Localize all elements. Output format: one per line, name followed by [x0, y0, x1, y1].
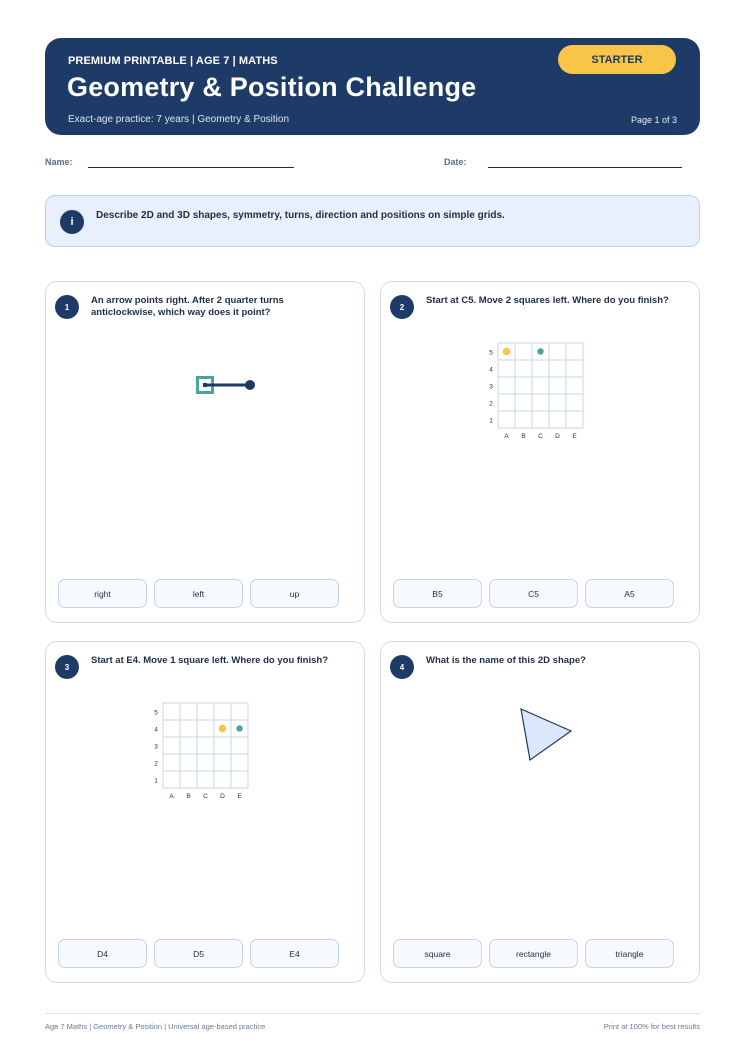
page-number: Page 1 of 3	[630, 115, 677, 125]
grid-start-dot	[537, 348, 543, 354]
footer-left: Age 7 Maths | Geometry & Position | Universal age-based practice	[45, 1022, 266, 1031]
question-visual	[46, 642, 364, 932]
grid-cell	[566, 343, 583, 360]
grid-cell	[549, 377, 566, 394]
grid-row-label: 2	[154, 760, 158, 768]
level-badge: STARTER	[558, 45, 676, 74]
grid-cell	[214, 771, 231, 788]
grid-cell	[180, 720, 197, 737]
grid-row-label: 5	[489, 349, 493, 357]
grid-cell	[549, 394, 566, 411]
grid-cell	[180, 771, 197, 788]
grid-cell	[197, 754, 214, 771]
info-banner	[45, 195, 700, 247]
grid-cell	[532, 394, 549, 411]
grid-cell	[214, 754, 231, 771]
grid-col-label: A	[504, 433, 509, 440]
grid-cell	[515, 343, 532, 360]
question-visual	[381, 642, 699, 932]
grid-cell	[566, 394, 583, 411]
question-card-3	[45, 641, 365, 983]
grid-cell	[515, 411, 532, 428]
grid-row-label: 3	[154, 743, 158, 751]
grid-cell	[197, 703, 214, 720]
grid-marker-dot	[503, 348, 511, 356]
grid-col-label: C	[203, 793, 208, 800]
answer-option-1[interactable]: B5	[393, 579, 482, 608]
grid-cell	[498, 411, 515, 428]
question-number: 4	[390, 655, 414, 679]
question-text: Start at E4. Move 1 square left. Where do you finish?	[91, 655, 329, 666]
grid-cell	[549, 343, 566, 360]
grid-row-label: 4	[489, 366, 493, 374]
grid-cell	[566, 377, 583, 394]
answer-option-3[interactable]: A5	[585, 579, 674, 608]
answer-option-2[interactable]: left	[154, 579, 243, 608]
grid-row-label: 3	[489, 383, 493, 391]
grid-cell	[231, 754, 248, 771]
info-icon: i	[60, 210, 84, 234]
answer-option-2[interactable]: C5	[489, 579, 578, 608]
grid-cell	[515, 377, 532, 394]
grid-cell	[231, 771, 248, 788]
question-text: An arrow points right. After 2 quarter turns anticlockwise, which way does it point?	[91, 295, 284, 318]
answer-option-1[interactable]: D4	[58, 939, 147, 968]
question-visual	[46, 282, 364, 572]
grid-col-label: B	[521, 433, 526, 440]
grid-row-label: 5	[154, 709, 158, 717]
grid-col-label: D	[555, 433, 560, 440]
grid-row-label: 2	[489, 400, 493, 408]
grid-cell	[197, 737, 214, 754]
grid-col-label: E	[572, 433, 577, 440]
answer-option-3[interactable]: E4	[250, 939, 339, 968]
header-subtitle: Exact-age practice: 7 years | Geometry & Position	[68, 114, 290, 125]
grid-cell	[549, 360, 566, 377]
answer-option-3[interactable]: up	[250, 579, 339, 608]
grid-cell	[180, 737, 197, 754]
grid-cell	[532, 411, 549, 428]
grid-cell	[515, 360, 532, 377]
grid-cell	[498, 377, 515, 394]
name-line[interactable]	[88, 167, 294, 168]
grid-col-label: E	[237, 793, 242, 800]
question-text: What is the name of this 2D shape?	[426, 655, 586, 666]
grid-start-dot	[236, 725, 242, 731]
name-label: Name:	[45, 157, 73, 167]
answer-option-2[interactable]: D5	[154, 939, 243, 968]
question-number: 3	[55, 655, 79, 679]
triangle-shape	[521, 709, 571, 760]
grid-cell	[180, 703, 197, 720]
question-visual	[381, 282, 699, 572]
header-banner	[45, 38, 700, 135]
grid-cell	[515, 394, 532, 411]
answer-option-1[interactable]: square	[393, 939, 482, 968]
question-number: 1	[55, 295, 79, 319]
grid-row-label: 4	[154, 726, 158, 734]
question-card-2	[380, 281, 700, 623]
question-text: Start at C5. Move 2 squares left. Where do you finish?	[426, 295, 669, 306]
question-card-1	[45, 281, 365, 623]
grid-cell	[163, 754, 180, 771]
grid-cell	[214, 737, 231, 754]
grid-cell	[163, 737, 180, 754]
grid-cell	[549, 411, 566, 428]
grid-cell	[566, 411, 583, 428]
arrow-head	[245, 380, 255, 390]
question-number: 2	[390, 295, 414, 319]
grid-row-label: 1	[154, 777, 158, 785]
grid-cell	[231, 737, 248, 754]
grid-cell	[180, 754, 197, 771]
grid-cell	[498, 394, 515, 411]
answer-option-3[interactable]: triangle	[585, 939, 674, 968]
grid-col-label: C	[538, 433, 543, 440]
footer-divider	[45, 1013, 700, 1014]
grid-marker-dot	[219, 725, 227, 733]
answer-option-2[interactable]: rectangle	[489, 939, 578, 968]
grid-cell	[566, 360, 583, 377]
grid-cell	[498, 360, 515, 377]
date-label: Date:	[444, 157, 467, 167]
grid-cell	[163, 703, 180, 720]
page-title: Geometry & Position Challenge	[67, 72, 477, 102]
header-kicker: PREMIUM PRINTABLE | AGE 7 | MATHS	[68, 55, 278, 67]
date-line[interactable]	[488, 167, 682, 168]
question-card-4	[380, 641, 700, 983]
grid-row-label: 1	[489, 417, 493, 425]
grid-cell	[163, 771, 180, 788]
grid-cell	[532, 377, 549, 394]
grid-cell	[214, 703, 231, 720]
grid-col-label: D	[220, 793, 225, 800]
footer-right: Print at 100% for best results	[603, 1022, 700, 1031]
grid-cell	[231, 703, 248, 720]
answer-option-1[interactable]: right	[58, 579, 147, 608]
grid-col-label: A	[169, 793, 174, 800]
grid-cell	[197, 771, 214, 788]
info-text: Describe 2D and 3D shapes, symmetry, turns, direction and positions on simple grids.	[96, 210, 505, 221]
grid-cell	[163, 720, 180, 737]
grid-cell	[532, 360, 549, 377]
grid-col-label: B	[186, 793, 191, 800]
grid-cell	[197, 720, 214, 737]
arrow-tail-dot	[203, 383, 207, 387]
